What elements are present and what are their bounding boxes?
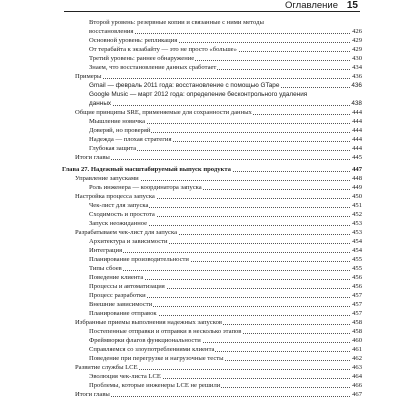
toc-entry-page: 458: [352, 328, 362, 335]
toc-entry-title: Глава 27. Надежный масштабируемый выпуск продукта: [62, 166, 231, 173]
toc-entry: [89, 282, 362, 291]
toc-entry-title: Фреймворки флагов функциональности: [89, 337, 201, 344]
toc-entry-title: Архитектура и зависимости: [89, 238, 168, 245]
toc-entry-page: 457: [352, 310, 362, 317]
toc-entry: [75, 228, 362, 237]
toc-entry: [75, 108, 362, 117]
toc-entry-page: 445: [352, 154, 362, 161]
toc-entry-page: 466: [352, 382, 362, 389]
toc-entry-page: 429: [352, 37, 362, 44]
toc-entry: [89, 135, 362, 144]
header-rule: [64, 11, 360, 12]
toc-entry: [89, 36, 362, 45]
toc-entry-page: 451: [352, 202, 362, 209]
toc-entry-page: 444: [352, 136, 362, 143]
toc-entry: [75, 192, 362, 201]
toc-entry-page: 444: [352, 127, 362, 134]
toc-entry: [89, 309, 362, 318]
toc-entry-page: 447: [352, 166, 362, 173]
toc-entry-page: 429: [352, 46, 362, 53]
toc-entry: [75, 318, 362, 327]
toc-entry-title: Третий уровень: раннее обнаружение: [89, 55, 195, 62]
toc-entry: [89, 81, 362, 90]
toc-entry: [89, 246, 362, 255]
toc-entry-page: 453: [352, 220, 362, 227]
dot-leader: [75, 78, 352, 79]
toc-entry-title: Сходимость и простота: [89, 211, 155, 218]
toc-entry: [89, 264, 362, 273]
toc-entry-title: Примеры: [75, 73, 102, 80]
toc-entry: [89, 345, 362, 354]
toc-entry-title: Настройка процесса запуска: [75, 193, 155, 200]
toc-entry-page: 444: [352, 109, 362, 116]
toc-entry-page: 449: [352, 184, 362, 191]
toc-chapter-entry: [62, 165, 362, 174]
toc-entry-title: Мышление новичка: [89, 118, 146, 125]
toc-entry-title: Доверяй, но проверяй: [89, 127, 151, 134]
toc-entry: [89, 219, 362, 228]
toc-entry-title: Поведение клиента: [89, 274, 144, 281]
toc-entry: [89, 273, 362, 282]
toc-entry-page: 455: [352, 256, 362, 263]
toc-entry-title: восстановления: [89, 28, 134, 35]
toc-entry: [89, 237, 362, 246]
toc-entry-title: Внешние зависимости: [89, 301, 153, 308]
dot-leader: [75, 159, 352, 160]
toc-entry-title: Постепенные отправки и отправки в несколько этапов: [89, 328, 242, 335]
toc-entry-page: 454: [352, 247, 362, 254]
toc-entry: [89, 144, 362, 153]
toc-entry-page: 455: [352, 265, 362, 272]
toc-entry-title: Запуск неожиданное: [89, 220, 148, 227]
toc-entry-page: 448: [352, 175, 362, 182]
toc-entry-page: 460: [352, 337, 362, 344]
dot-leader: [89, 252, 352, 253]
toc-entry-title: Роль инженера — координатора запуска: [89, 184, 202, 191]
toc-entry-title: Управление запусками: [75, 175, 139, 182]
dot-leader: [89, 270, 352, 271]
toc-entry-title: Чек-лист для запуска: [89, 202, 149, 209]
running-header-title: Оглавление: [285, 0, 338, 11]
toc-entry-page: 456: [352, 274, 362, 281]
toc-entry-page: 467: [352, 391, 362, 398]
toc-entry: [89, 183, 362, 192]
toc-entry-title: Эволюция чек-листа LCE: [89, 373, 161, 380]
toc-entry-page: 458: [352, 319, 362, 326]
toc-entry-page: 444: [352, 145, 362, 152]
toc-entry: [89, 126, 362, 135]
toc-entry: [75, 174, 362, 183]
toc-entry-title: Общие принципы SRE, применяемые для сохранности данных: [75, 109, 252, 116]
toc-entry: [75, 390, 362, 399]
toc-entry-title: Знаем, что восстановление данных сработает: [89, 64, 217, 71]
toc-entry: [89, 90, 362, 99]
toc-entry: [89, 54, 362, 63]
toc-entry-page: 457: [352, 301, 362, 308]
toc-entry: [89, 291, 362, 300]
toc-entry-title: Итоги главы: [75, 154, 110, 161]
toc-entry-page: 426: [352, 28, 362, 35]
toc-entry-title: Процесс разработки: [89, 292, 146, 299]
toc-entry-page: 462: [352, 355, 362, 362]
toc-entry-title: Планирование отправок: [89, 310, 157, 317]
toc-entry-title: Типы сбоев: [89, 265, 122, 272]
toc-entry-page: 463: [352, 364, 362, 371]
toc-entry: [89, 201, 362, 210]
toc-entry: [89, 27, 362, 36]
toc-entry-page: 436: [351, 82, 362, 89]
toc-entry: [75, 153, 362, 162]
toc-entry-page: 454: [352, 238, 362, 245]
toc-entry-page: 434: [352, 64, 362, 71]
toc-entry-page: 452: [352, 211, 362, 218]
toc-entry: [89, 117, 362, 126]
toc-entry-title: Процессы и автоматизация: [89, 283, 165, 290]
toc-entry-title: Надежда — плохая стратегия: [89, 136, 172, 143]
toc-entry: [89, 63, 362, 72]
toc-entry-title: данных: [89, 100, 112, 107]
toc-entry: [75, 72, 362, 81]
toc-entry-title: Проблемы, которые инженеры LCE не решили: [89, 382, 221, 389]
toc-entry: [89, 381, 362, 390]
toc-entry: [89, 354, 362, 363]
toc-entry-title: Справляемся со злоупотреблениями клиента: [89, 346, 215, 353]
toc-entry: [89, 327, 362, 336]
toc-entry-title: Поведение при перегрузке и нагрузочные тесты: [89, 355, 224, 362]
toc-entry-title: Основной уровень: репликация: [89, 37, 178, 44]
toc-entry: [89, 336, 362, 345]
toc-entry: [89, 300, 362, 309]
toc-entry: [89, 18, 362, 27]
toc-entry-page: 430: [352, 55, 362, 62]
dot-leader: [89, 105, 352, 106]
toc-entry-title: Интеграция: [89, 247, 123, 254]
toc-entry: [75, 363, 362, 372]
toc-entry-page: 436: [352, 73, 362, 80]
toc-entry: [89, 99, 362, 108]
toc-entry-page: 438: [351, 100, 362, 107]
toc-entry-page: 464: [352, 373, 362, 380]
toc-entry-title: Глубокая защита: [89, 145, 137, 152]
toc-entry-page: 461: [352, 346, 362, 353]
toc-entry-title: От терабайта к экзабайту — это не просто «больше»: [89, 46, 237, 53]
toc-entry-page: 456: [352, 283, 362, 290]
toc-entry-title: Gmail — февраль 2011 года: восстановление с помощью GTape: [89, 82, 280, 89]
toc-entry-page: 453: [352, 229, 362, 236]
toc-entry-title: Избранные приемы выполнения надежных запусков: [75, 319, 222, 326]
toc-entry-page: 457: [352, 292, 362, 299]
toc-entry: [89, 372, 362, 381]
toc-entry-title: Итоги главы: [75, 391, 110, 398]
page-number: 15: [346, 0, 358, 11]
toc-entry: [89, 210, 362, 219]
dot-leader: [75, 396, 352, 397]
toc-entry-title: Разрабатываем чек-лист для запуска: [75, 229, 178, 236]
toc-entry-page: 444: [352, 118, 362, 125]
toc-entry-title: Планирование производительности: [89, 256, 189, 263]
toc-entry-title: Второй уровень: резервные копии и связанные с ними методы: [89, 19, 264, 26]
toc-entry-page: 450: [352, 193, 362, 200]
toc-entry: [89, 45, 362, 54]
toc-entry-title: Google Music — март 2012 года: определение бесконтрольного удаления: [89, 91, 308, 98]
toc-entry: [89, 255, 362, 264]
toc-entry-title: Развитие службы LCE: [75, 364, 138, 371]
